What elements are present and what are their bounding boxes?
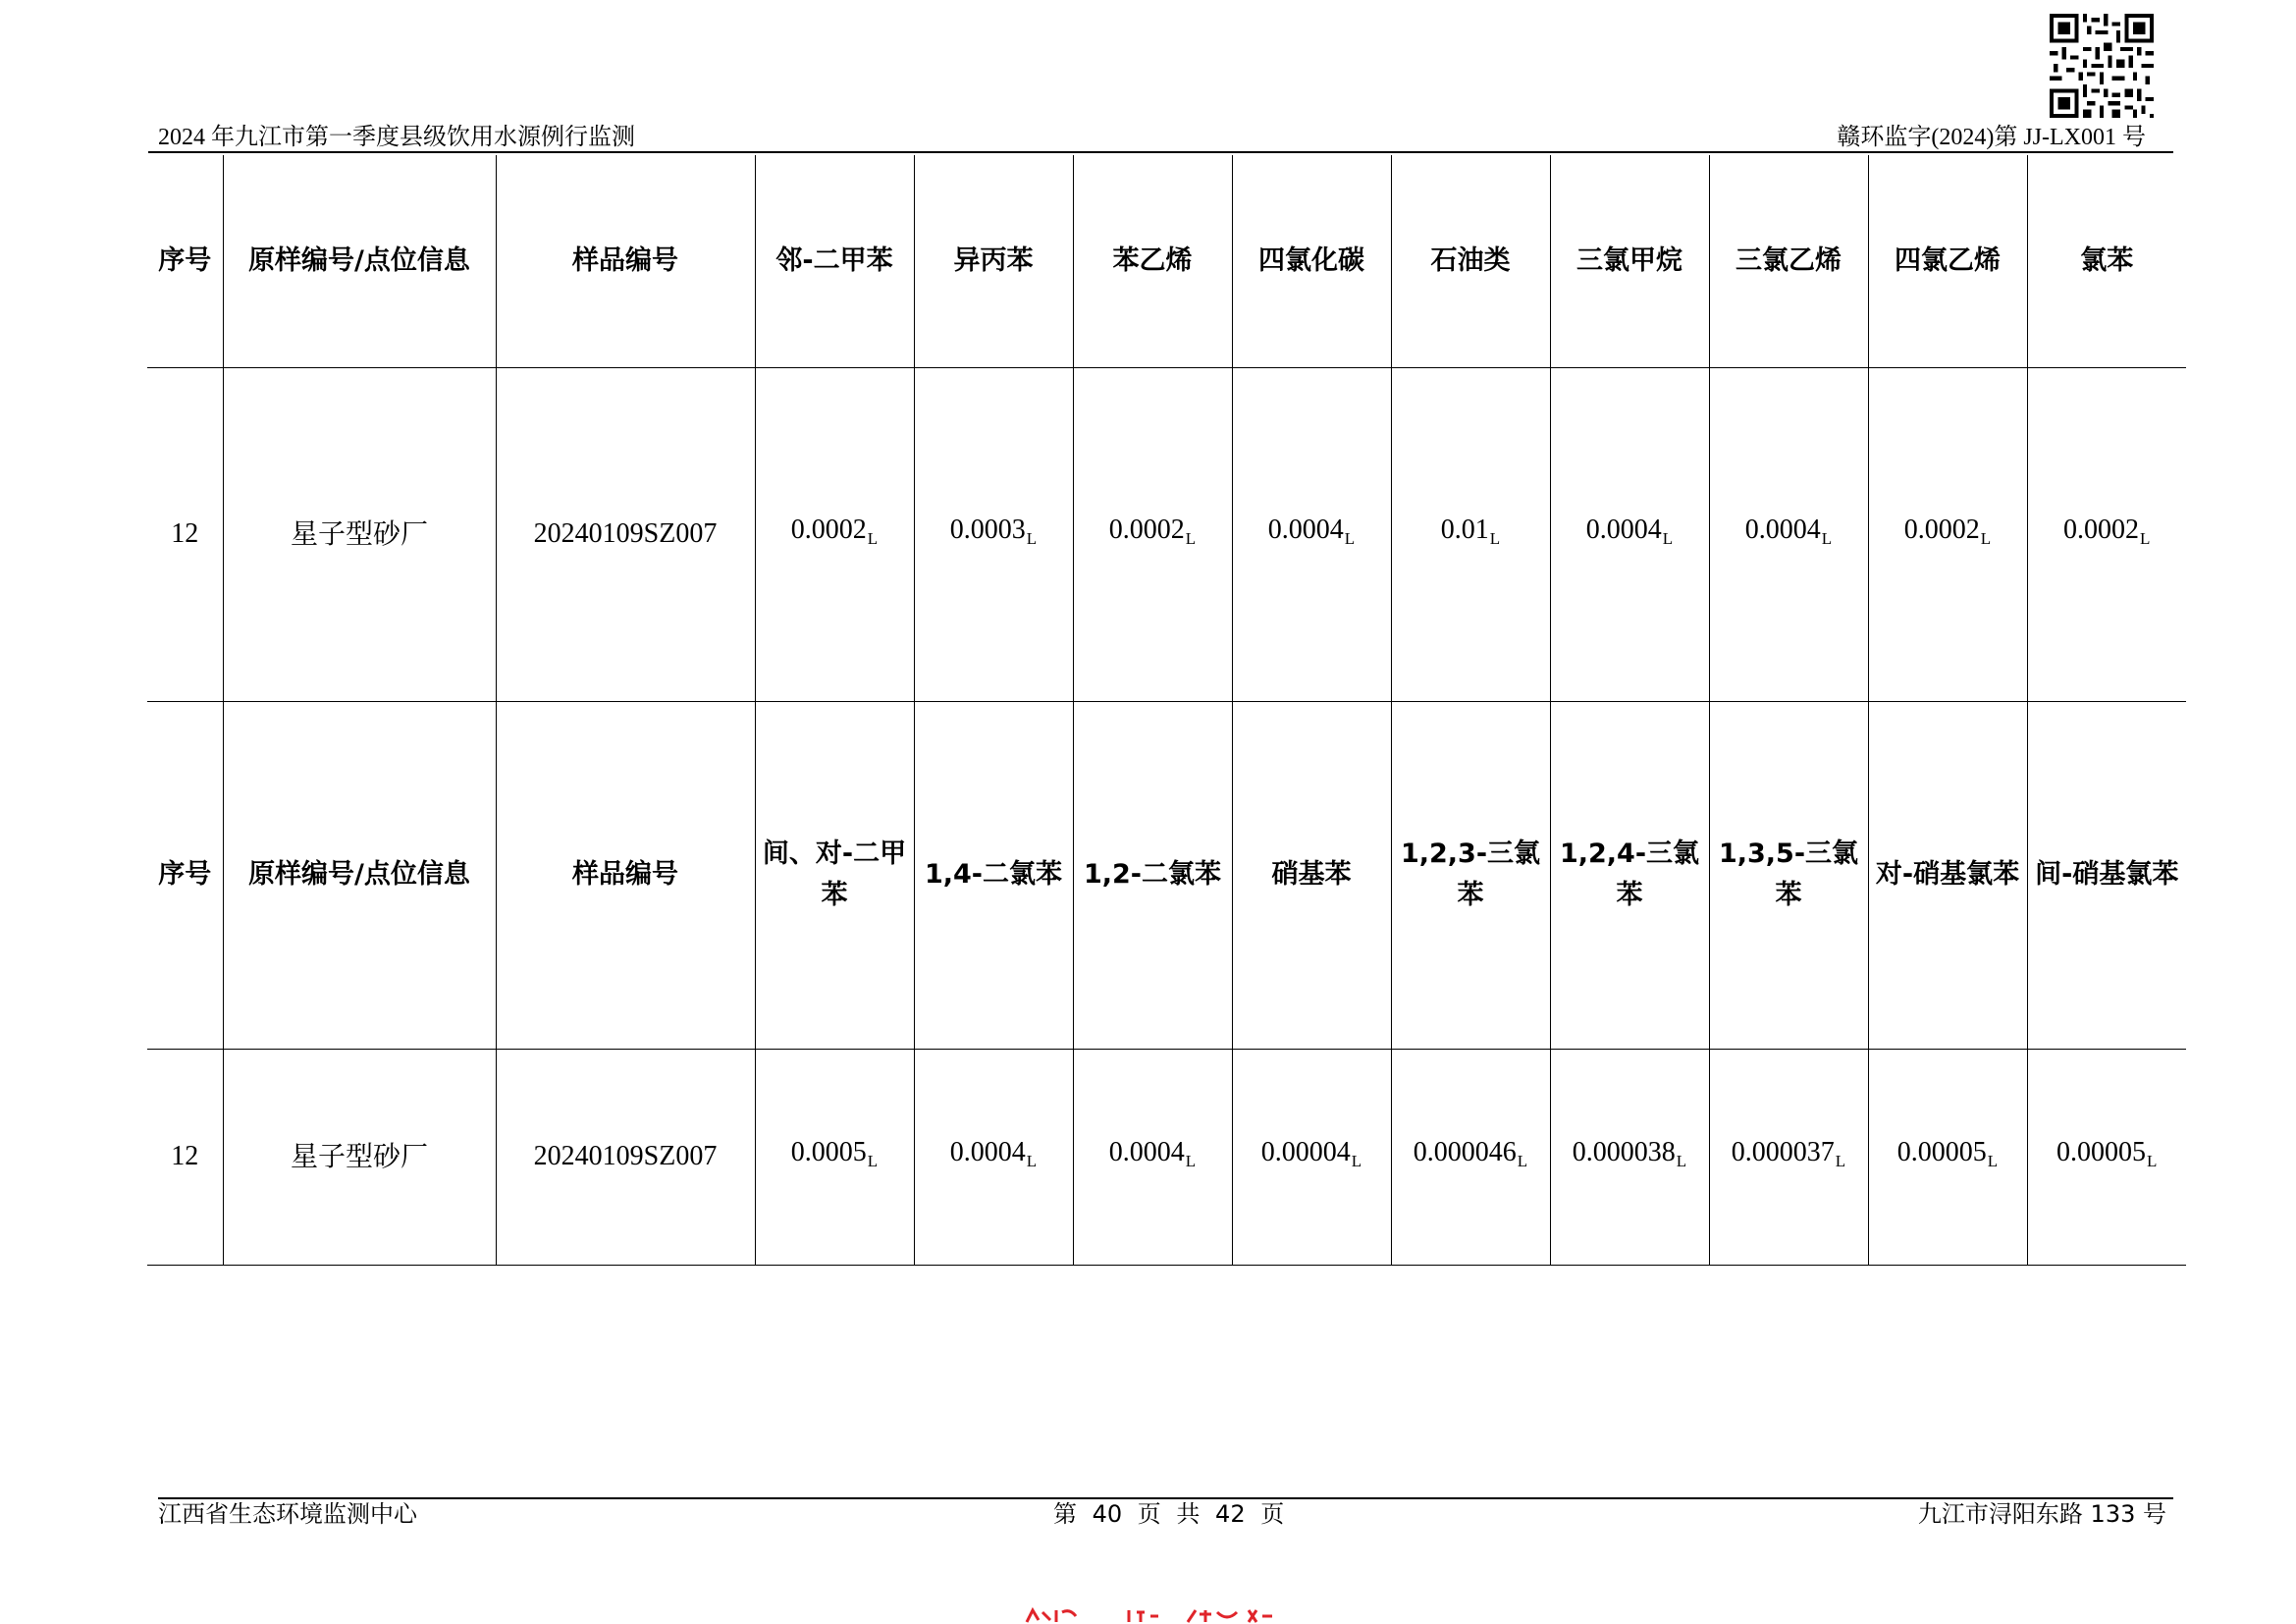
cell-value: $0.00004_L$ (1232, 1049, 1391, 1265)
col-header-seq: 序号 (147, 155, 223, 367)
cell-value: $0.0002_L$ (1868, 367, 2027, 701)
col-header-analyte: 四氯化碳 (1232, 155, 1391, 367)
cell-sample-no: 20240109SZ007 (496, 1049, 755, 1265)
col-header-analyte: 苯乙烯 (1073, 155, 1232, 367)
stamp-icon (1021, 1606, 1276, 1624)
col-header-analyte: 硝基苯 (1232, 701, 1391, 1049)
cell-value: $0.0004_L$ (1073, 1049, 1232, 1265)
cell-value: $0.00005_L$ (2027, 1049, 2186, 1265)
cell-value: $0.00005_L$ (1868, 1049, 2027, 1265)
footer-org: 江西省生态环境监测中心 (158, 1500, 417, 1528)
cell-value: $0.01_L$ (1391, 367, 1550, 701)
table-row (147, 367, 2186, 701)
col-header-analyte: 石油类 (1391, 155, 1550, 367)
report-title: 2024 年九江市第一季度县级饮用水源例行监测 (158, 125, 635, 150)
header-divider (148, 151, 2173, 153)
qr-code-icon (2050, 14, 2154, 118)
cell-value: $0.0004_L$ (914, 1049, 1073, 1265)
cell-value: $0.000037_L$ (1709, 1049, 1868, 1265)
col-header-analyte: 间、对-二甲苯 (755, 701, 914, 1049)
col-header-analyte: 氯苯 (2027, 155, 2186, 367)
col-header-site: 原样编号/点位信息 (223, 155, 496, 367)
report-number: 赣环监字(2024)第 JJ-LX001 号 (1837, 125, 2146, 150)
col-header-analyte: 1,3,5-三氯苯 (1709, 701, 1868, 1049)
table-row (147, 1049, 2186, 1265)
col-header-analyte: 邻-二甲苯 (755, 155, 914, 367)
col-header-analyte: 1,2,4-三氯苯 (1550, 701, 1709, 1049)
col-header-analyte: 异丙苯 (914, 155, 1073, 367)
col-header-analyte: 1,2,3-三氯苯 (1391, 701, 1550, 1049)
table1-header-row (147, 155, 2186, 367)
cell-value: $0.0004_L$ (1550, 367, 1709, 701)
col-header-site: 原样编号/点位信息 (223, 701, 496, 1049)
cell-value: $0.0002_L$ (1073, 367, 1232, 701)
cell-value: $0.0003_L$ (914, 367, 1073, 701)
col-header-sample-no: 样品编号 (496, 701, 755, 1049)
results-table (147, 155, 2186, 1266)
cell-value: $0.000038_L$ (1550, 1049, 1709, 1265)
page-number: 第 40 页 共 42 页 (1053, 1500, 1285, 1528)
cell-value: $0.0004_L$ (1709, 367, 1868, 701)
col-header-seq: 序号 (147, 701, 223, 1049)
footer-address: 九江市浔阳东路 133 号 (1917, 1500, 2166, 1528)
col-header-analyte: 1,4-二氯苯 (914, 701, 1073, 1049)
cell-site: 星子型砂厂 (223, 1049, 496, 1265)
table2-header-row (147, 701, 2186, 1049)
cell-site: 星子型砂厂 (223, 367, 496, 701)
col-header-sample-no: 样品编号 (496, 155, 755, 367)
cell-value: $0.0002_L$ (755, 367, 914, 701)
cell-seq: 12 (147, 367, 223, 701)
cell-sample-no: 20240109SZ007 (496, 367, 755, 701)
cell-seq: 12 (147, 1049, 223, 1265)
cell-value: $0.0004_L$ (1232, 367, 1391, 701)
col-header-analyte: 间-硝基氯苯 (2027, 701, 2186, 1049)
cell-value: $0.000046_L$ (1391, 1049, 1550, 1265)
cell-value: $0.0005_L$ (755, 1049, 914, 1265)
cell-value: $0.0002_L$ (2027, 367, 2186, 701)
col-header-analyte: 四氯乙烯 (1868, 155, 2027, 367)
col-header-analyte: 三氯甲烷 (1550, 155, 1709, 367)
col-header-analyte: 1,2-二氯苯 (1073, 701, 1232, 1049)
col-header-analyte: 对-硝基氯苯 (1868, 701, 2027, 1049)
col-header-analyte: 三氯乙烯 (1709, 155, 1868, 367)
